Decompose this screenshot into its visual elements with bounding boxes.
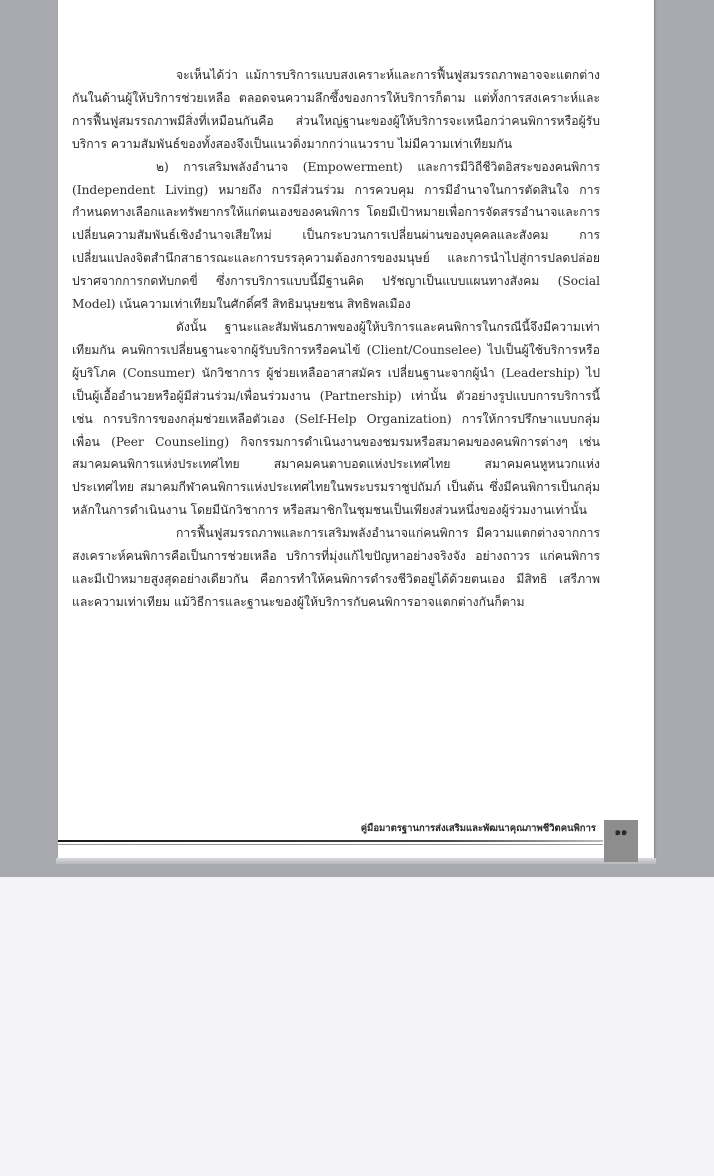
paragraph-1: จะเห็นได้ว่า แม้การบริการแบบสงเคราะห์และการฟื้นฟูสมรรถภาพอาจจะแตกต่างกันในด้านผู้ให้บริการช่วยเหลือ ตลอดจนความลึกซึ้งของการให้บริการก็ตาม แต่ทั้งการสงเคราะห์และการฟื้นฟูสมรรถภาพมีสิ่งที่เหมือนกันคือ ส่วนใหญ่ฐานะของผู้ให้บริการจะเหนือกว่าคนพิการหรือผู้รับบริการ ความสัมพันธ์ของทั้งสองจึงเป็นแนวดิ่งมากกว่าแนวราบ ไม่มีความเท่าเทียมกัน: [72, 68, 600, 151]
paragraph-2: ๒) การเสริมพลังอำนาจ (Empowerment) และการมีวิถีชีวิตอิสระของคนพิการ (Independent Living) หมายถึง การมีส่วนร่วม การควบคุม การมีอำนาจในการตัดสินใจ การกำหนดทางเลือกและทรัพยากรให้แก่ตนเองของคนพิการ โดยมีเป้าหมายเพื่อการจัดสรรอำนาจและการเปลี่ยนความสัมพันธ์เชิงอำนาจเสียใหม่ เป็นกระบวนการเปลี่ยนผ่านของบุคคลและสังคม การเปลี่ยนแปลงจิตสำนึกสาธารณะและการบรรลุความต้องการของมนุษย์ และการนำไปสู่การปลดปล่อย ปราศจากการกดทับกดขี่ ซึ่งการบริการแบบนี้มีฐานคิด ปรัชญาเป็นแบบแผนทางสังคม (Social Model) เน้นความเท่าเทียมในศักดิ์ศรี สิทธิมนุษยชน สิทธิพลเมือง: [72, 159, 600, 312]
footer-title: คู่มือมาตรฐานการส่งเสริมและพัฒนาคุณภาพชีวิตคนพิการ: [360, 823, 596, 834]
footer-rule: [58, 840, 603, 842]
paragraph-4: การฟื้นฟูสมรรถภาพและการเสริมพลังอำนาจแก่คนพิการ มีความแตกต่างจากการสงเคราะห์คนพิการคือเป็นการช่วยเหลือ บริการที่มุ่งแก้ไขปัญหาอย่างจริงจัง อย่างถาวร แก่คนพิการ และมีเป้าหมายสูงสุดอย่างเดียวกัน คือการทำให้คนพิการดำรงชีวิตอยู่ได้ด้วยตนเอง มีสิทธิ เสรีภาพ และความเท่าเทียม แม้วิธีการและฐานะของผู้ให้บริการกับคนพิการอาจแตกต่างกันก็ตาม: [72, 526, 600, 609]
page-footer: [58, 820, 654, 864]
body-text: [72, 64, 600, 614]
paragraph-3: ดังนั้น ฐานะและสัมพันธภาพของผู้ให้บริการและคนพิการในกรณีนี้จึงมีความเท่าเทียมกัน คนพิการเปลี่ยนฐานะจากผู้รับบริการหรือคนไข้ (Client/Counselee) ไปเป็นผู้ใช้บริการหรือผู้บริโภค (Consumer) นักวิชาการ ผู้ช่วยเหลืออาสาสมัคร เปลี่ยนฐานะจากผู้นำ (Leadership) ไปเป็นผู้เอื้ออำนวยหรือผู้มีส่วนร่วม/เพื่อนร่วมงาน (Partnership) เท่านั้น ตัวอย่างรูปแบบการบริการนี้ เช่น การบริการของกลุ่มช่วยเหลือตัวเอง (Self-Help Organization) การให้การปรึกษาแบบกลุ่มเพื่อน (Peer Counseling) กิจกรรมการดำเนินงานของชมรมหรือสมาคมของคนพิการต่างๆ เช่น สมาคมคนพิการแห่งประเทศไทย สมาคมคนตาบอดแห่งประเทศไทย สมาคมคนหูหนวกแห่งประเทศไทย สมาคมกีฬาคนพิการแห่งประเทศไทยในพระบรมราชูปถัมภ์ เป็นต้น ซึ่งมีคนพิการเป็นกลุ่มหลักในการดำเนินงาน โดยมีนักวิชาการ หรือสมาชิกในชุมชนเป็นเพียงส่วนหนึ่งของผู้ร่วมงานเท่านั้น: [72, 319, 600, 518]
page-number: ๑๑: [614, 827, 628, 838]
footer-rule-thin: [58, 844, 603, 845]
page-number-tab: [604, 820, 638, 862]
